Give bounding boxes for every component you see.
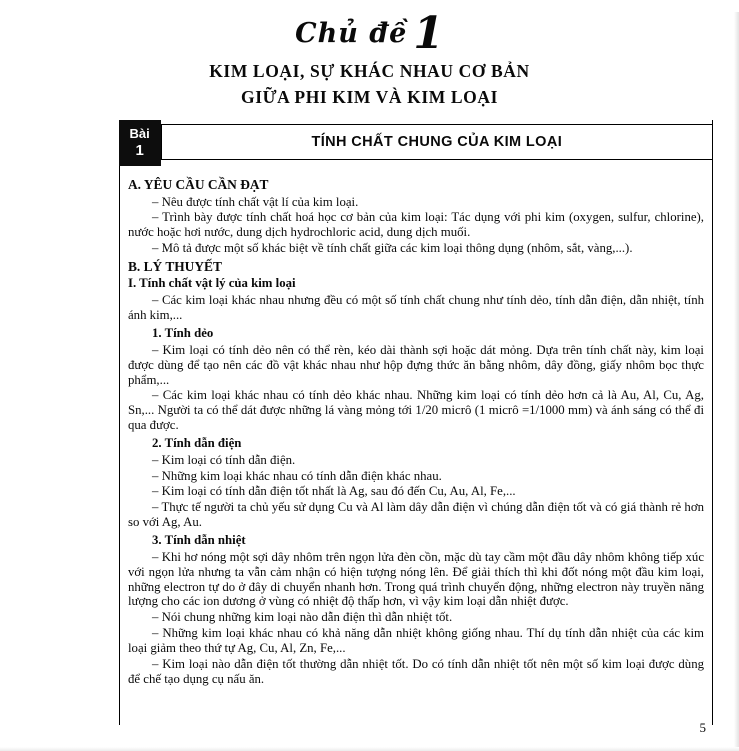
main-heading-line1: KIM LOẠI, SỰ KHÁC NHAU CƠ BẢN — [209, 61, 530, 81]
paragraph: – Những kim loại khác nhau có khả năng dẫn nhiệt không giống nhau. Thí dụ tính dẫn nhiệt của các kim loại giảm theo thứ tự Ag, Cu, Al, Zn, Fe,... — [128, 626, 704, 655]
paragraph: – Các kim loại khác nhau nhưng đều có một số tính chất chung như tính dẻo, tính dẫn điện, dẫn nhiệt, tính ánh kim,... — [128, 293, 704, 323]
section-heading: 3. Tính dẫn nhiệt — [152, 532, 246, 547]
section-heading: I. Tính chất vật lý của kim loại — [128, 276, 296, 291]
topic-number: 1 — [413, 8, 444, 59]
paragraph: – Khi hơ nóng một sợi dây nhôm trên ngọn lửa đèn cồn, mặc dù tay cầm một đầu dây nhôm không tiếp xúc với ngọn lửa nhưng ta vẫn cảm nhận có hiện tượng nóng lên. Để giải thích thì khi đốt nóng một đầu kim loại, những electron tự do ở đây di chuyển nhanh hơn. Trong quá trình chuyển động, những electron này truyền năng lượng cho các ion dương ở vùng có nhiệt độ thấp hơn, vì vậy kim loại dẫn nhiệt được. — [128, 549, 704, 609]
paragraph: – Kim loại có tính dẻo nên có thể rèn, kéo dài thành sợi hoặc dát mỏng. Dựa trên tính chất này, kim loại được dùng để tạo nên các đồ vật khác nhau như hộp đựng thức ăn bằng nhôm, dây đồng, giấy nhôm bọc thực phẩm,... — [128, 342, 704, 387]
paragraph: – Kim loại có tính dẫn điện. — [152, 452, 296, 467]
lesson-number: 1 — [135, 141, 144, 159]
section-heading: 1. Tính dẻo — [152, 326, 214, 340]
lesson-title: TÍNH CHẤT CHUNG CỦA KIM LOẠI — [161, 124, 712, 160]
paragraph: – Nêu được tính chất vật lí của kim loại. — [152, 194, 359, 209]
main-heading — [0, 58, 739, 111]
topic-title — [0, 8, 739, 59]
page-frame — [119, 120, 713, 725]
section-heading: 2. Tính dẫn điện — [152, 435, 242, 450]
lesson-badge — [119, 120, 161, 166]
paragraph: – Trình bày được tính chất hoá học cơ bản của kim loại: Tác dụng với phi kim (oxygen, sulfur, chlorine), nước hoặc hơi nước, dung dịch hydrochloric acid, dung dịch muối. — [128, 210, 704, 240]
page-edge-right — [734, 12, 739, 751]
paragraph: – Thực tế người ta chủ yếu sử dụng Cu và Al làm dây dẫn điện vì chúng dẫn điện tốt và có giá thành rẻ hơn so với Ag, Au. — [128, 500, 704, 530]
paragraph: – Các kim loại khác nhau có tính dẻo khác nhau. Những kim loại có tính dẻo hơn cả là Au, Al, Cu, Ag, Sn,... Người ta có thể dát được những lá vàng mỏng tới 1/20 micrô (1 micrô =1/1000 mm) và ánh sáng có thể đi qua được. — [128, 388, 704, 433]
page-edge-bottom — [0, 747, 739, 751]
paragraph: – Nói chung những kim loại nào dẫn điện thì dẫn nhiệt tốt. — [152, 610, 453, 625]
paragraph: – Kim loại có tính dẫn điện tốt nhất là Ag, sau đó đến Cu, Au, Al, Fe,... — [152, 484, 516, 499]
content — [120, 166, 712, 686]
paragraph: – Kim loại nào dẫn điện tốt thường dẫn nhiệt tốt. Do có tính dẫn nhiệt tốt nên một số kim loại được dùng để chế tạo dụng cụ nấu ăn. — [128, 656, 704, 686]
paragraph: – Những kim loại khác nhau có tính dẫn điện khác nhau. — [152, 468, 442, 483]
topic-label: Chủ đề — [295, 18, 408, 49]
section-heading: A. YÊU CẦU CẦN ĐẠT — [128, 177, 269, 192]
paragraph: – Mô tả được một số khác biệt về tính chất giữa các kim loại thông dụng (nhôm, sắt, vàng,...). — [152, 241, 633, 256]
main-heading-line2: GIỮA PHI KIM VÀ KIM LOẠI — [241, 87, 498, 108]
lesson-label: Bài — [129, 125, 150, 141]
lesson-header — [120, 120, 712, 166]
section-heading: B. LÝ THUYẾT — [128, 258, 222, 274]
page-number: 5 — [699, 720, 706, 735]
